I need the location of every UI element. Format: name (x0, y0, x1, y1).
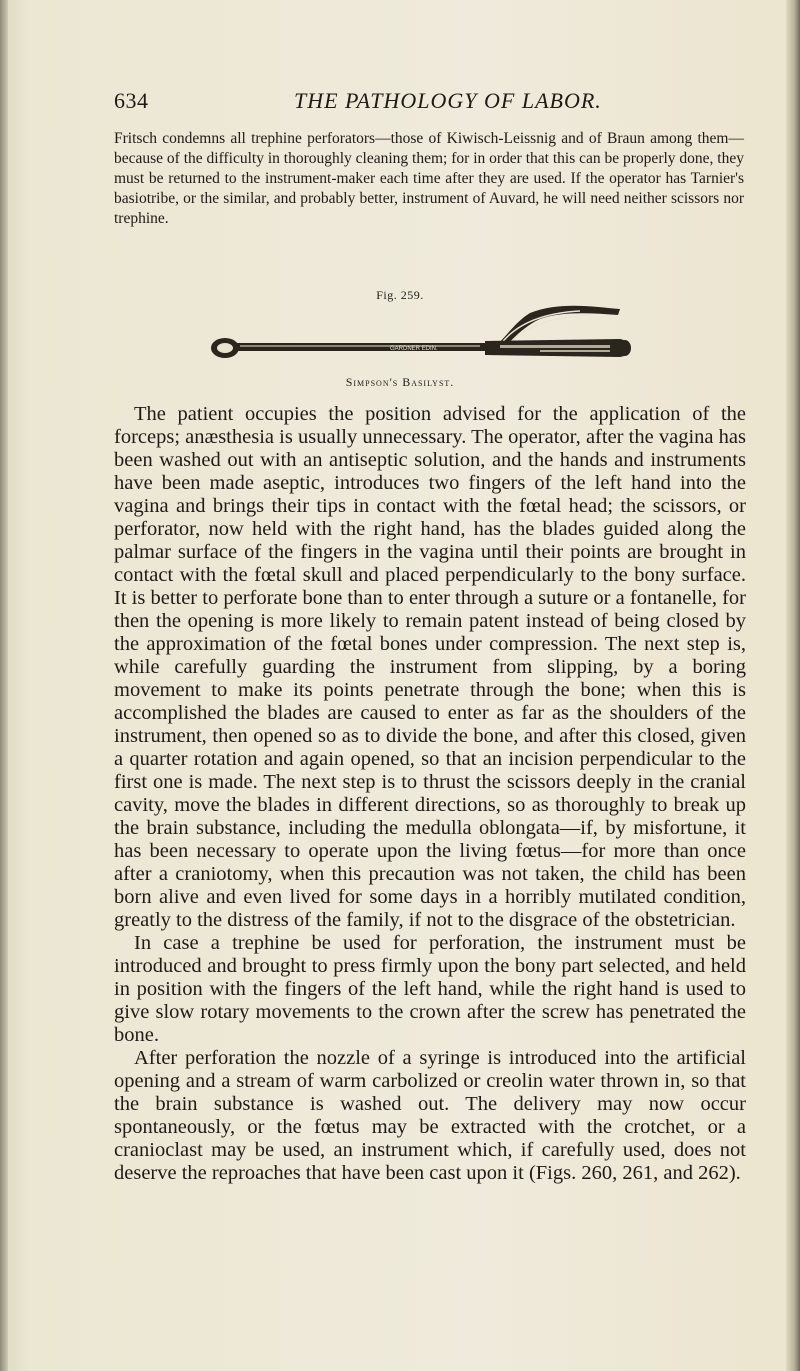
body-text (114, 403, 746, 1185)
page-outer-edge (786, 0, 800, 1371)
maker-mark: GARDNER EDIN. (390, 346, 438, 352)
page-number: 634 (114, 88, 149, 113)
figure-label: Fig. 259. (376, 288, 424, 302)
body-paragraph-3: After perforation the nozzle of a syringe is introduced into the artificial opening and a stream of warm carbolized or creolin water thrown in, so that the brain substance is washed out. The delivery may now occur spontaneously, or the fœtus may be extracted with the crotchet, or a cranioclast may be used, an instrument which, if carefully used, does not deserve the reproaches that have been cast upon it (Figs. 260, 261, and 262). (114, 1047, 746, 1184)
page-header (114, 88, 754, 118)
running-title: THE PATHOLOGY OF LABOR. (294, 88, 602, 113)
basilyst-illustration (200, 305, 640, 365)
body-paragraph-2: In case a trephine be used for perforation, the instrument must be introduced and brought to press firmly upon the bony part selected, and held in position with the fingers of the left hand, while the right hand is used to give slow rotary movements to the crown after the screw has penetrated the bone. (114, 932, 746, 1046)
body-paragraph-1: The patient occupies the position advised for the application of the forceps; anæsthesia is usually unnecessary. The operator, after the vagina has been washed out with an antiseptic solution, and the hands and instruments have been made aseptic, introduces two fingers of the left hand into the vagina and brings their tips in contact with the fœtal head; the scissors, or perforator, now held with the right hand, has the blades guided along the palmar surface of the fingers in the vagina until their points are brought in contact with the fœtal skull and placed perpendicularly to the bony surface. It is better to perforate bone than to enter through a suture or a fontanelle, for then the opening is more likely to remain patent instead of being closed by the approximation of the fœtal bones under compression. The next step is, while carefully guarding the instrument from slipping, by a boring movement to make its points penetrate through the bone; when this is accomplished the blades are caused to enter as far as the shoulders of the instrument, then opened so as to divide the bone, and after this closed, given a quarter rotation and again opened, so that an incision perpendicular to the first one is made. The next step is to thrust the scissors deeply in the cranial cavity, move the blades in different directions, so as thoroughly to break up the brain substance, including the medulla oblongata—if, by misfortune, it has been necessary to operate upon the living fœtus—for more than once after a craniotomy, when this precaution was not taken, the child has been born alive and even lived for some days in a horribly mutilated condition, greatly to the distress of the family, if not to the disgrace of the obstetrician. (114, 403, 746, 931)
page-binding-edge (0, 0, 8, 1371)
intro-paragraph: Fritsch condemns all trephine perforators—those of Kiwisch-Leissnig and of Braun among them—because of the difficulty in thoroughly cleaning them; for in order that this can be properly done, they must be returned to the instrument-maker each time after they are used. If the operator has Tarnier's basiotribe, or the similar, and probably better, instrument of Auvard, he will need neither scissors nor trephine. (114, 130, 744, 227)
figure-caption: Simpson's Basilyst. (345, 375, 455, 389)
